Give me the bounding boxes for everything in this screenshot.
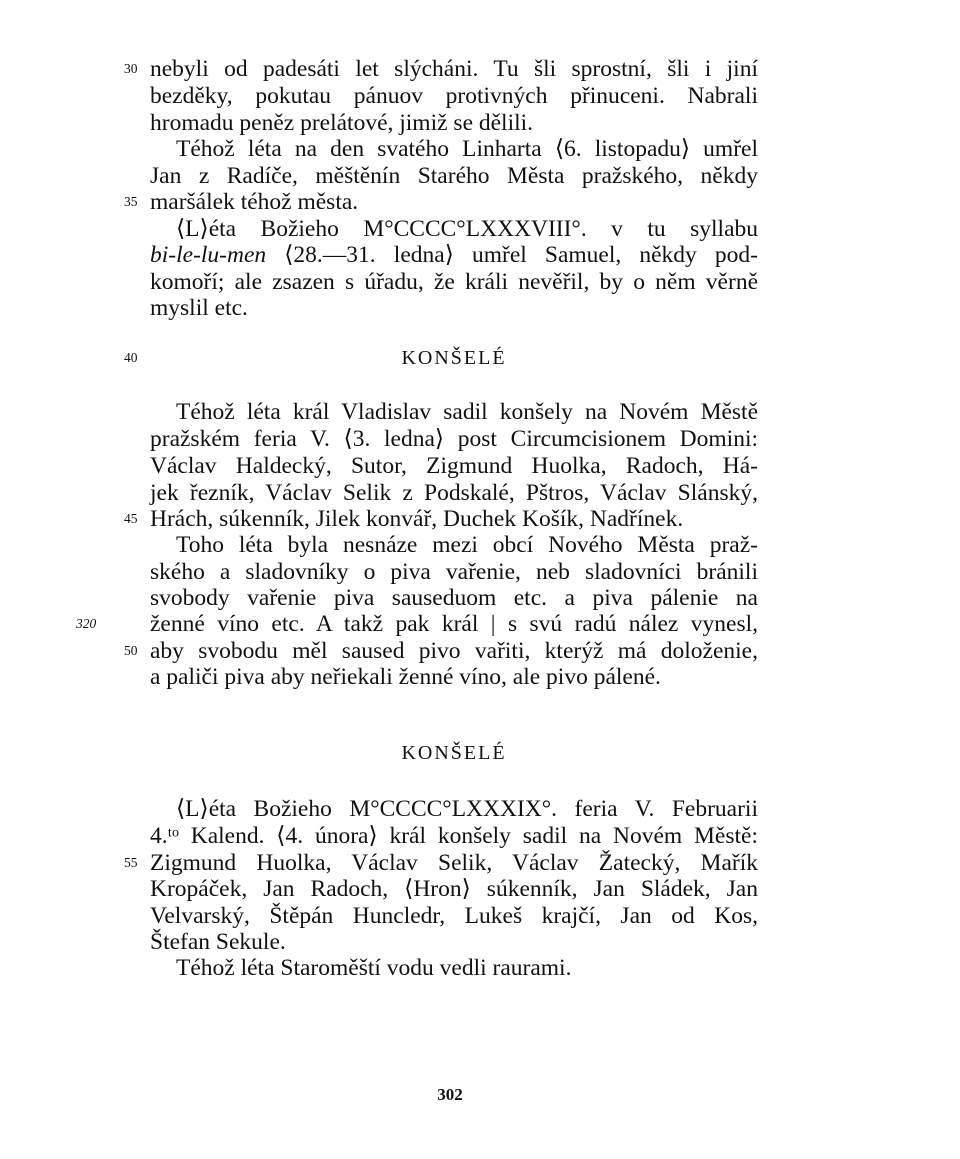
text-line: svobody vařenie piva sauseduom etc. a piva pálenie na [150,585,758,611]
section-heading: KONŠELÉ [401,347,507,369]
text-line: 4.ᵗᵒ Kalend. ⟨4. února⟩ král konšely sadil na Novém Městě: [150,823,758,849]
text-line: nebyli od padesáti let slýcháni. Tu šli sprostní, šli i jiní [150,56,758,82]
text-line: Téhož léta na den svatého Linharta ⟨6. listopadu⟩ umřel [176,136,758,162]
text-line: aby svobodu měl saused pivo vařiti, kterýž má doloženie, [150,638,758,664]
text-line: Velvarský, Štěpán Huncledr, Lukeš krajčí, Jan od Kos, [150,903,758,929]
text-line: jek řezník, Václav Selik z Podskalé, Pštros, Václav Slánský, [150,480,758,506]
text-line: Štefan Sekule. [150,929,286,955]
line-number: 30 [124,61,138,76]
text-line: ského a sladovníky o piva vařenie, neb sladovníci bránili [150,559,758,585]
text-line: pražském feria V. ⟨3. ledna⟩ post Circumcisionem Domini: [150,426,758,452]
text-line: Téhož léta Staroměští vodu vedli raurami. [176,955,572,981]
text-line: Toho léta byla nesnáze mezi obcí Nového Města praž- [176,532,758,558]
text-line: ženné víno etc. A takž pak král | s svú radú nález vynesl, [150,611,758,637]
line-number: 35 [124,194,138,209]
section-heading: KONŠELÉ [401,742,507,764]
text-line: Téhož léta král Vladislav sadil konšely na Novém Městě [176,399,758,425]
line-number: 50 [124,643,138,658]
text-line: Kropáček, Jan Radoch, ⟨Hron⟩ súkenník, Jan Sládek, Jan [150,876,758,902]
line-number: 40 [124,350,138,365]
text-line: bezděky, pokutau pánuov protivných přinuceni. Nabrali [150,83,758,109]
text-line: maršálek téhož města. [150,189,359,215]
text-line: Jan z Radíče, měštěnín Starého Města pražského, někdy [150,163,758,189]
text-line: komoří; ale zsazen s úřadu, že králi nevěřil, by o něm věrně [150,269,758,295]
text-line: Hrách, súkenník, Jilek konvář, Duchek Košík, Nadřínek. [150,506,684,532]
text-line: ⟨L⟩éta Božieho M°CCCC°LXXXIX°. feria V. Februarii [176,796,758,822]
text-line [150,240,758,270]
manuscript-page-number: 320 [76,616,97,631]
text-line: Zigmund Huolka, Václav Selik, Václav Žatecký, Mařík [150,850,758,876]
line-number: 55 [124,855,138,870]
text-line: ⟨L⟩éta Božieho M°CCCC°LXXXVIII°. v tu syllabu [176,216,758,242]
text-line: myslil etc. [150,295,248,321]
text-line: hromadu peněz prelátové, jimiž se dělili. [150,110,534,136]
syllable-cipher: bi-le-lu-men [150,242,267,268]
line-number: 45 [124,511,138,526]
page-number: 302 [437,1085,463,1104]
text-line: a paliči piva aby neřiekali ženné víno, ale pivo pálené. [150,664,661,690]
text-line: Václav Haldecký, Sutor, Zigmund Huolka, Radoch, Há- [150,453,758,479]
text-span: ⟨28.—31. ledna⟩ umřel Samuel, někdy pod- [266,242,758,268]
